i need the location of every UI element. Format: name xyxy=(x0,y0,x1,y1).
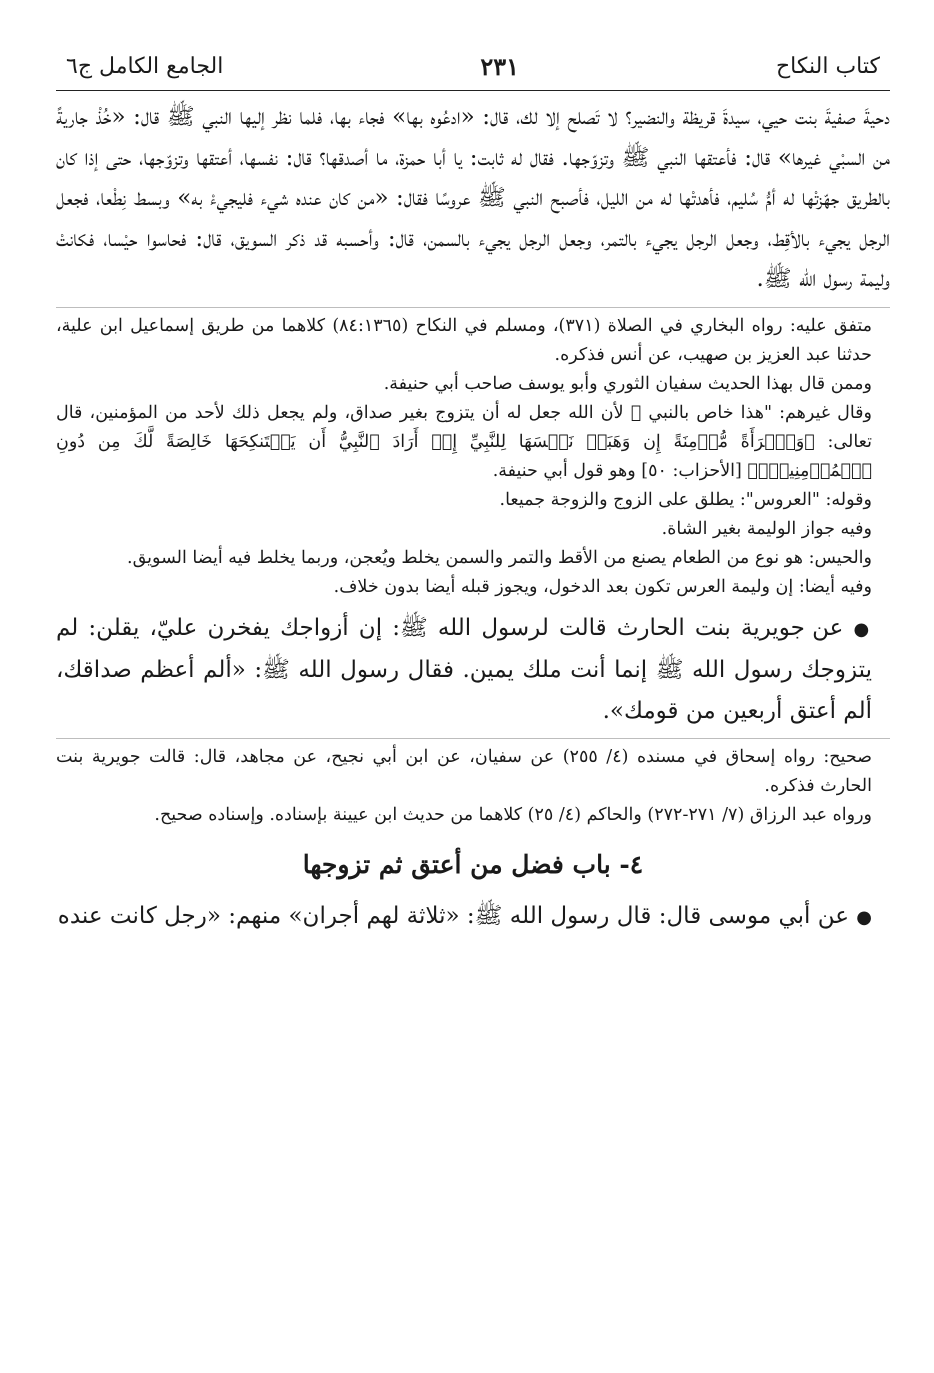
page-number: ٢٣١ xyxy=(480,52,519,81)
hadith-3-block xyxy=(56,896,890,939)
hadith-2-paragraph xyxy=(56,608,890,732)
hadith-3-paragraph xyxy=(56,896,890,939)
commentary-paragraph: وفيه جواز الوليمة بغير الشاة. xyxy=(661,518,872,539)
hadith-1-paragraph: دحيةَ صفيةَ بنت حيي، سيدةَ قريظة والنضير؟ لا تَصلح إلا لك، قال: «ادعُوه بها» فجاء بها، فلما نظر إليها النبي ﷺ قال: «خُذْ جاريةً من السبْي غيرها» قال: فأعتقها النبي ﷺ وتزوّجها. فقال له ثابت: يا أبا حمزة، ما أصدقها؟ قال: نفسها، أعتقها وتزوّجها، حتى إذا كان بالطريق جهّزتْها له أمُّ سُليم، فأهدتْها له من الليل، فأصبح النبي ﷺ عروسًا فقال: «من كان عنده شيء فليجيءْ به» وبسط نِطْعا، فجعل الرجل يجيء بالأقِط، وجعل الرجل يجيء بالتمر، وجعل الرجل يجيء بالسمن، قال: وأحسبه قد ذكر السويق، قال: فحاسوا حيْسا، فكانتْ وليمة رسول الله ﷺ. xyxy=(56,104,890,292)
commentary-paragraph: والحيس: هو نوع من الطعام يصنع من الأقط والتمر والسمن يخلط ويُعجن، وربما يخلط فيه أيضا السويق. xyxy=(127,547,872,568)
commentary-paragraph: وقوله: "العروس": يطلق على الزوج والزوجة جميعا. xyxy=(499,489,872,510)
book-title: الجامع الكامل ج٦ xyxy=(66,54,224,79)
chapter-number: ٤- xyxy=(619,850,644,879)
commentary-block-1 xyxy=(56,307,890,602)
hadith-3-text: عن أبي موسى قال: قال رسول الله ﷺ: «ثلاثة لهم أجران» منهم: «رجل كانت عنده xyxy=(57,903,849,929)
commentary-paragraph: صحيح: رواه إسحاق في مسنده (٤/ ٢٥٥) عن سفيان، عن ابن أبي نجيح، عن مجاهد، قال: قالت جويرية بنت الحارث فذكره. xyxy=(56,747,872,796)
chapter-heading xyxy=(56,848,890,882)
commentary-paragraph: متفق عليه: رواه البخاري في الصلاة (٣٧١)، ومسلم في النكاح (٨٤:١٣٦٥) كلاهما من طريق إسماعيل ابن علية، حدثنا عبد العزيز بن صهيب، عن أنس فذكره. xyxy=(56,315,872,365)
commentary-block-2 xyxy=(56,738,890,830)
chapter-title: باب فضل من أعتق ثم تزوجها xyxy=(302,850,611,879)
commentary-paragraph: وممن قال بهذا الحديث سفيان الثوري وأبو يوسف صاحب أبي حنيفة. xyxy=(383,373,872,394)
hadith-text-continued xyxy=(56,97,890,300)
bullet-icon: ● xyxy=(853,618,872,640)
bullet-icon: ● xyxy=(856,907,872,928)
hadith-2-block xyxy=(56,608,890,732)
running-header xyxy=(56,52,890,91)
hadith-2-text: عن جويرية بنت الحارث قالت لرسول الله ﷺ: إن أزواجك يفخرن عليّ، يقلن: لم يتزوجك رسول الله ﷺ إنما أنت ملك يمين. فقال رسول الله ﷺ: «ألم أعظم صداقك، ألم أعتق أربعين من قومك». xyxy=(56,614,872,724)
book-section-title: كتاب النكاح xyxy=(775,54,880,79)
commentary-paragraph: وقال غيرهم: "هذا خاص بالنبي ﷺ لأن الله جعل له أن يتزوج بغير صداق، ولم يجعل ذلك لأحد من المؤمنين، قال تعالى: ﴿وَٱمۡرَأَةً مُّؤۡمِنَةً إِن وَهَبَتۡ نَفۡسَهَا لِلنَّبِيِّ إِنۡ أَرَادَ ٱلنَّبِيُّ أَن يَسۡتَنكِحَهَا خَالِصَةً لَّكَ مِن دُونِ ٱلۡمُؤۡمِنِينَۗ﴾ [الأحزاب: ٥٠] وهو قول أبي حنيفة. xyxy=(56,402,872,481)
commentary-paragraph: وفيه أيضا: إن وليمة العرس تكون بعد الدخول، ويجوز قبله أيضا بدون خلاف. xyxy=(333,576,872,597)
commentary-paragraph: ورواه عبد الرزاق (٧/ ٢٧١-٢٧٢) والحاكم (٤/ ٢٥) كلاهما من حديث ابن عيينة بإسناده. وإسناده صحيح. xyxy=(154,805,872,825)
